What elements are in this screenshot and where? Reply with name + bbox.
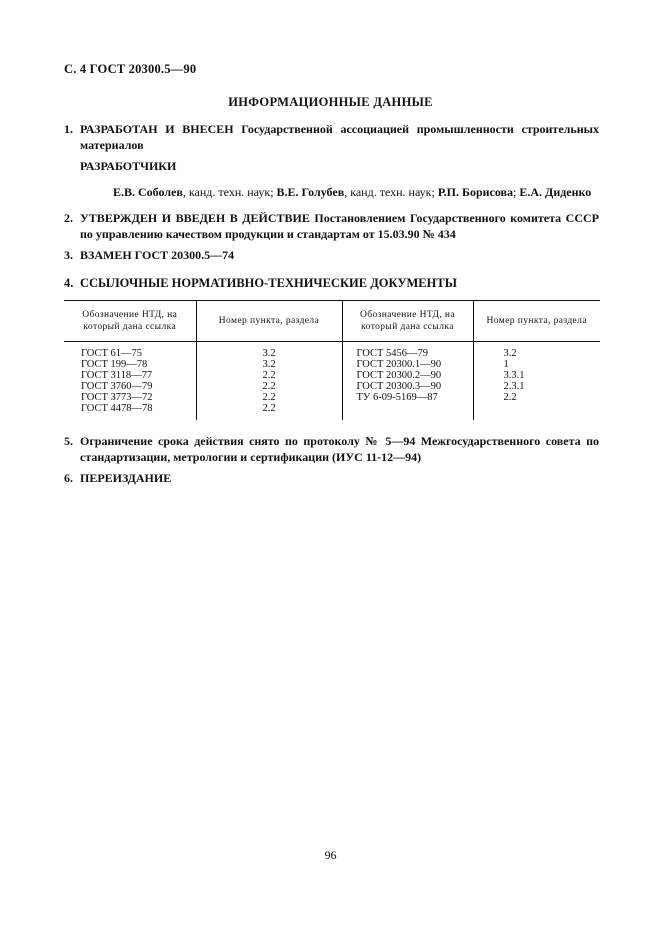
doc-designation: ГОСТ 61—75 [81,348,143,359]
section-number: 2.2 [262,392,276,403]
developer-degree: ; [513,185,520,199]
developer-degree: , канд. техн. наук; [344,185,438,199]
left-sections-cell [196,342,342,421]
item-4-number: 4. [64,276,74,290]
section-number: 3.2 [262,359,276,370]
item-1-text: РАЗРАБОТАН И ВНЕСЕН Государственной ассоциацией промышленности строительных материалов [80,122,599,152]
section-number: 3.3.1 [503,370,525,381]
section-number: 2.3.1 [503,381,525,392]
item-5-text: Ограничение срока действия снято по протоколу № 5—94 Межгосударственного совета по стандартизации, метрологии и сертификации (ИУС 11-12—94) [80,434,599,464]
doc-designation: ГОСТ 5456—79 [356,348,429,359]
item-3-text: ВЗАМЕН ГОСТ 20300.5—74 [80,248,235,262]
section-number: 1 [503,359,509,370]
section-number: 2.2 [262,370,276,381]
developer-name: Е.В. Соболев [113,185,183,199]
item-6 [64,470,599,486]
item-2-text: УТВЕРЖДЕН И ВВЕДЕН В ДЕЙСТВИЕ Постановлением Государственного комитета СССР по управлению качеством продукции и стандартам от 15.03.90 № 434 [80,211,599,241]
item-5 [64,433,599,465]
item-3 [64,247,599,263]
page-number: 96 [324,848,337,862]
section-number: 2.2 [262,381,276,392]
header-section-number: Номер пункта, раздела [473,301,600,342]
item-4 [64,275,599,291]
item-2-number: 2. [64,211,73,225]
right-sections-cell [473,342,600,421]
item-4-text: ССЫЛОЧНЫЕ НОРМАТИВНО-ТЕХНИЧЕСКИЕ ДОКУМЕНТЫ [80,276,457,290]
reference-documents-table [64,300,600,420]
header-section-number: Номер пункта, раздела [196,301,342,342]
item-5-number: 5. [64,434,73,448]
left-docs-cell [64,342,196,421]
developers-heading: РАЗРАБОТЧИКИ [80,159,177,173]
item-6-number: 6. [64,471,73,485]
item-6-text: ПЕРЕИЗДАНИЕ [80,471,172,485]
developers-list [113,185,591,200]
item-2 [64,210,599,242]
table-row [64,342,600,421]
developer-name: Р.П. Борисова [437,185,514,199]
doc-designation: ГОСТ 3118—77 [81,370,153,381]
doc-designation: ГОСТ 199—78 [81,359,148,370]
item-1 [64,121,599,153]
item-1-number: 1. [64,122,73,136]
doc-designation: ГОСТ 3760—79 [81,381,153,392]
running-head: С. 4 ГОСТ 20300.5—90 [64,62,197,76]
item-3-number: 3. [64,248,73,262]
section-title: ИНФОРМАЦИОННЫЕ ДАННЫЕ [228,95,433,109]
developer-name: Е.А. Диденко [519,185,592,199]
doc-designation: ГОСТ 3773—72 [81,392,153,403]
header-doc-designation: Обозначение НТД, на который дана ссылка [64,301,196,342]
developer-name: В.Е. Голубев [276,185,345,199]
table-header-row [64,301,600,342]
section-number: 3.2 [262,348,276,359]
section-number: 3.2 [503,348,517,359]
developer-degree: , канд. техн. наук; [182,185,277,199]
doc-designation: ГОСТ 20300.1—90 [356,359,442,370]
doc-designation: ТУ 6-09-5169—87 [356,392,438,403]
section-number: 2.2 [262,403,276,414]
right-docs-cell [342,342,473,421]
section-number: 2.2 [503,392,517,403]
doc-designation: ГОСТ 4478—78 [81,403,153,414]
header-doc-designation: Обозначение НТД, на который дана ссылка [342,301,473,342]
doc-designation: ГОСТ 20300.2—90 [356,370,442,381]
doc-designation: ГОСТ 20300.3—90 [356,381,442,392]
